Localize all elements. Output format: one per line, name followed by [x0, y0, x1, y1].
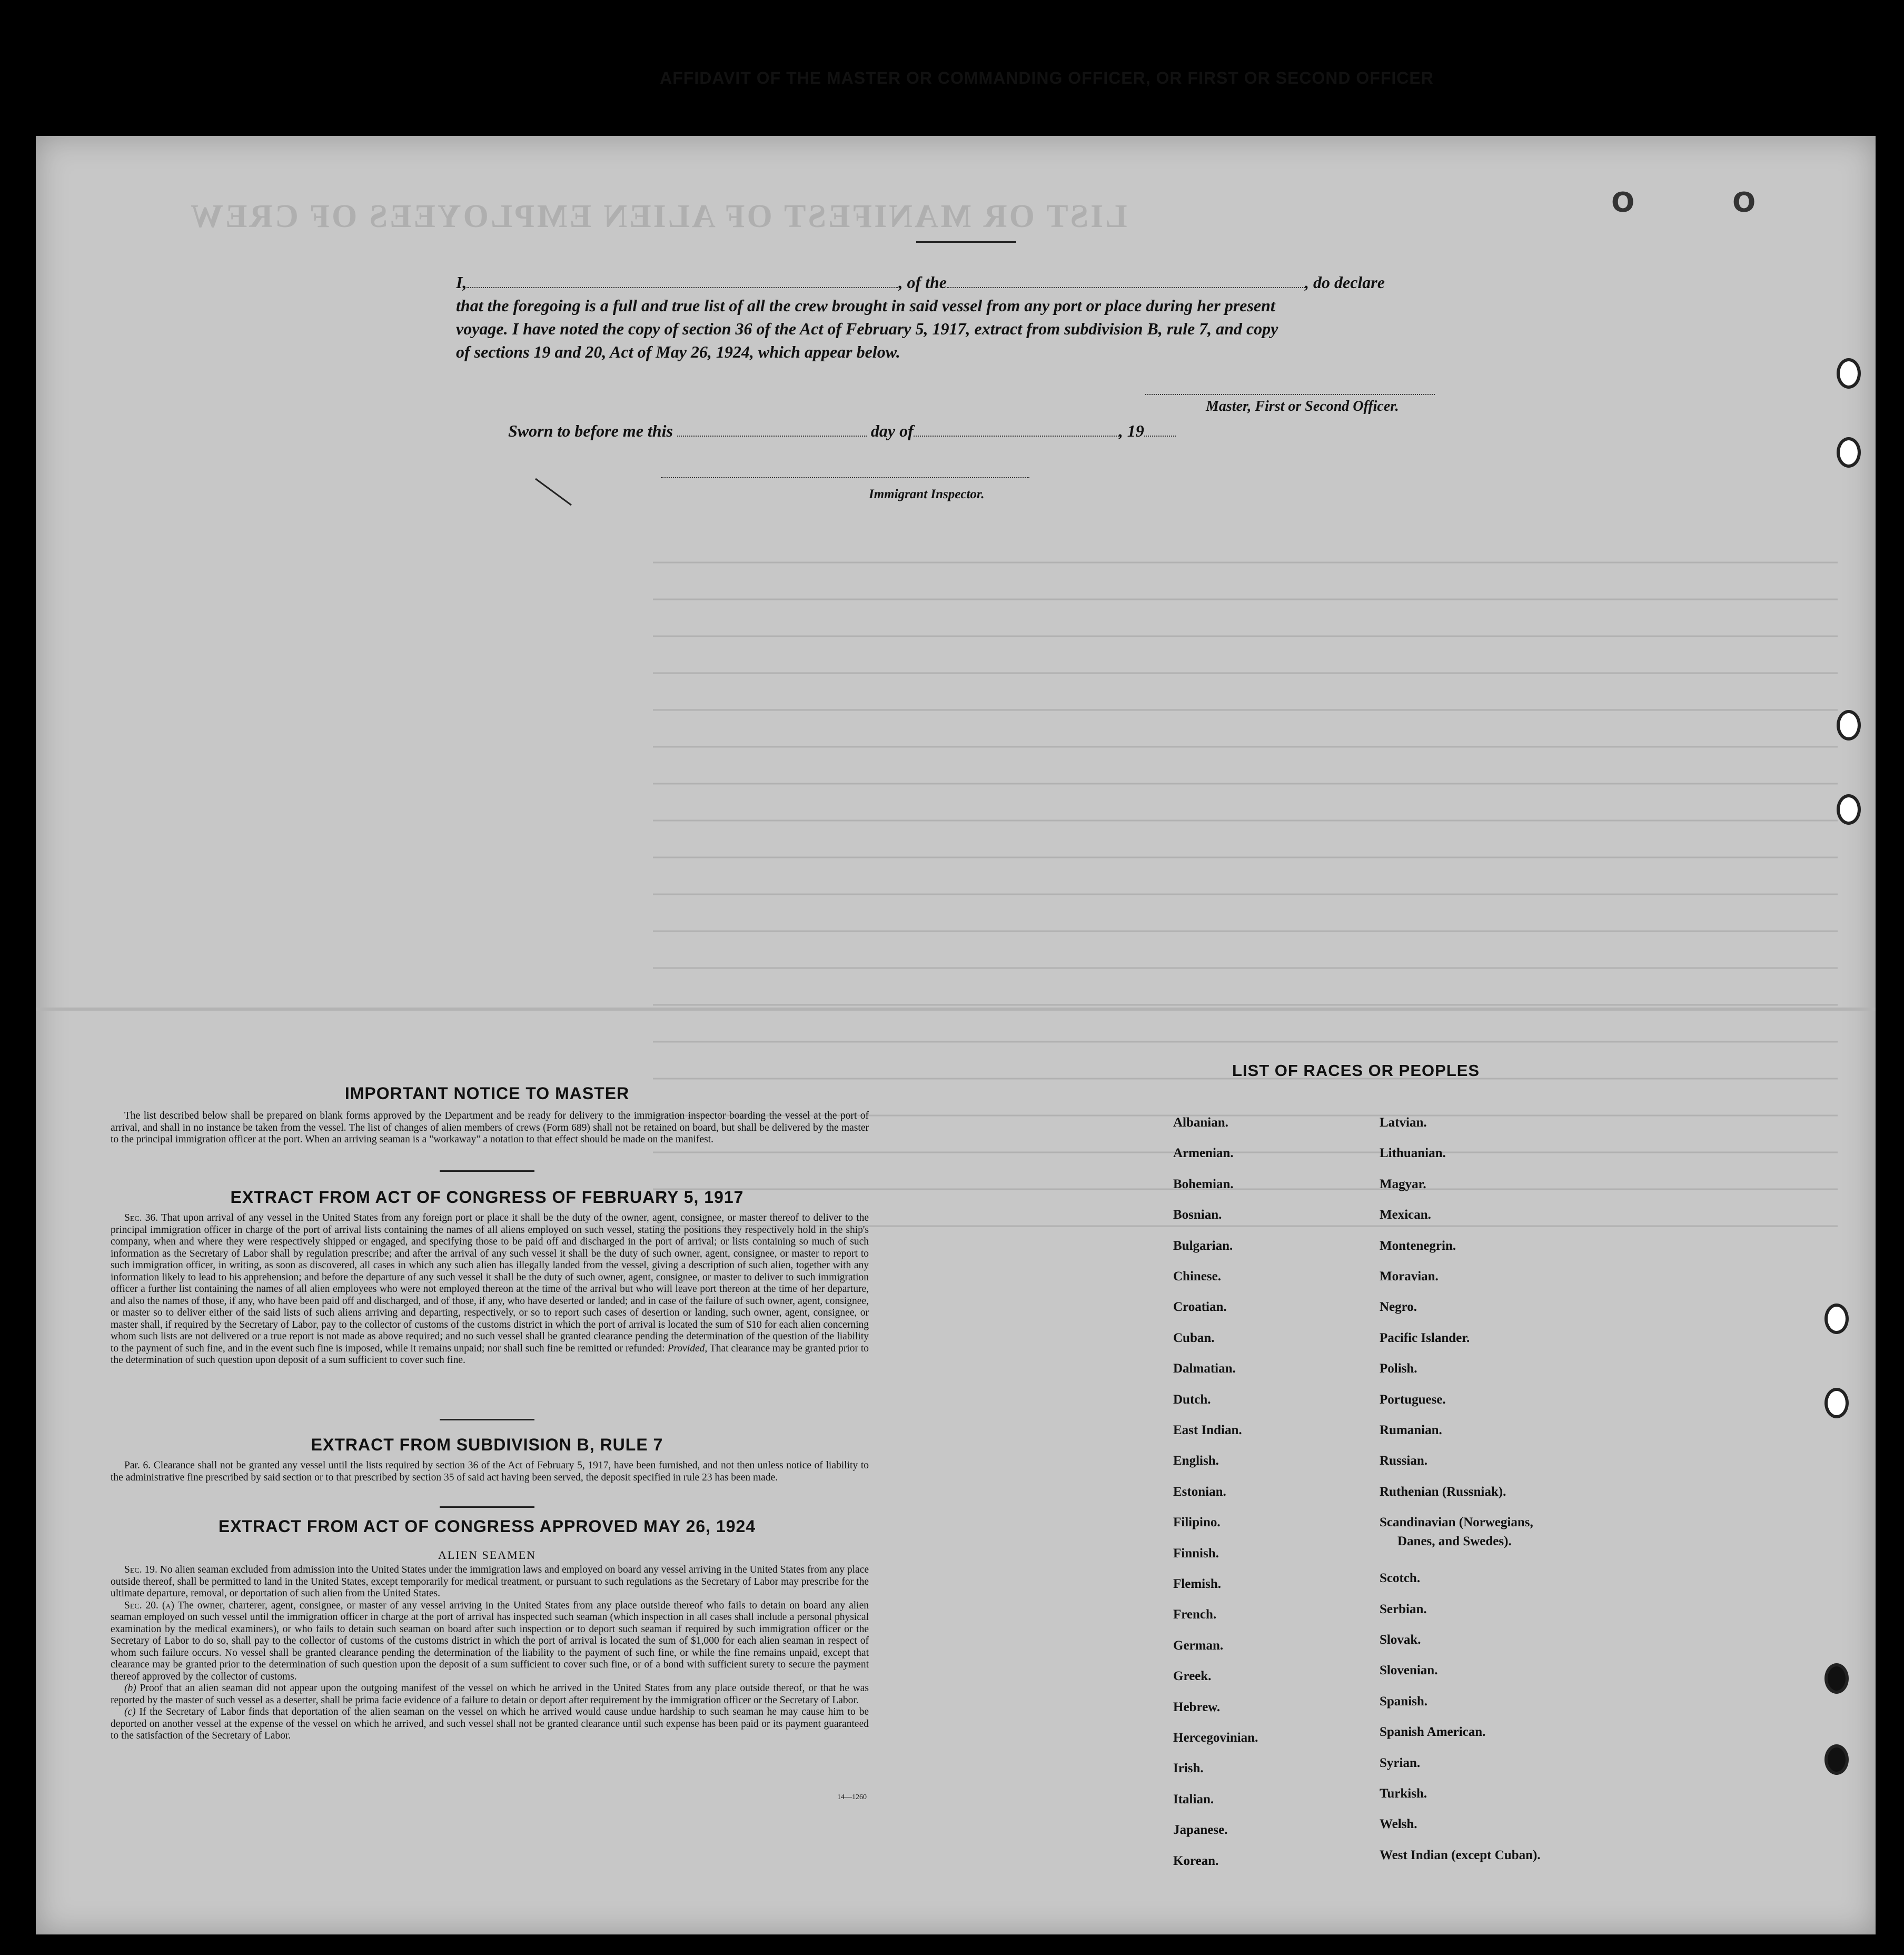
race-item: Montenegrin. — [1380, 1238, 1456, 1253]
declarant-name-field[interactable] — [467, 273, 898, 288]
race-item: Slovenian. — [1380, 1663, 1438, 1678]
circled-c-mark: O — [1611, 187, 1635, 219]
act-1924-title: EXTRACT FROM ACT OF CONGRESS APPROVED MAY 26, 1924 — [218, 1517, 756, 1536]
race-item: Turkish. — [1380, 1786, 1427, 1801]
race-item: Cuban. — [1173, 1330, 1215, 1345]
section-20c-label: (c) — [124, 1706, 136, 1717]
section-20a-label: Sec. 20. (a) — [124, 1599, 174, 1611]
race-item: Japanese. — [1173, 1823, 1228, 1838]
race-item: Rumanian. — [1380, 1423, 1442, 1437]
master-signature-field[interactable] — [1145, 380, 1435, 395]
proviso-label: Provided, — [667, 1342, 708, 1354]
race-item: French. — [1173, 1607, 1217, 1622]
race-item: Portuguese. — [1380, 1392, 1446, 1407]
race-item: Dutch. — [1173, 1392, 1211, 1407]
section-divider — [440, 1419, 534, 1420]
declarant-prefix: I, — [456, 273, 467, 292]
race-item: Albanian. — [1173, 1115, 1228, 1130]
section-36-paragraph — [111, 1212, 869, 1367]
notice-title: IMPORTANT NOTICE TO MASTER — [344, 1084, 630, 1103]
rule-7-title: EXTRACT FROM SUBDIVISION B, RULE 7 — [311, 1435, 663, 1454]
vessel-name-field[interactable] — [947, 273, 1305, 288]
race-item: Bohemian. — [1173, 1177, 1234, 1191]
section-36-label: Sec. 36. — [124, 1212, 158, 1223]
race-item: Lithuanian. — [1380, 1146, 1446, 1161]
race-item: Moravian. — [1380, 1269, 1439, 1283]
race-item: Finnish. — [1173, 1546, 1219, 1561]
race-item: English. — [1173, 1454, 1219, 1468]
race-item: Spanish. — [1380, 1694, 1428, 1709]
race-item: Italian. — [1173, 1792, 1214, 1806]
race-item: Danes, and Swedes). — [1397, 1534, 1512, 1549]
race-item: Spanish American. — [1380, 1725, 1486, 1740]
act-1917-text — [111, 1212, 869, 1367]
race-item: Armenian. — [1173, 1146, 1234, 1161]
declaration-text-line: that the foregoing is a full and true list of all the crew brought in said vessel from any port or place during her present — [456, 296, 1275, 315]
punch-hole — [1837, 358, 1861, 389]
sworn-year-field[interactable] — [1144, 422, 1176, 437]
section-36-text: That upon arrival of any vessel in the United States from any foreign port or place it shall be the duty of the owner, agent, consignee, or master thereof to deliver to the principal immigration officer in charge of the port of arrival lists containing the names of all aliens employed on such vessel, stating the positions they respectively hold in the ship's company, when and where they were respectively shipped or engaged, and specifying those to be paid off and discharged in the port of arrival; or lists containing so much of such information as the Secretary of Labor shall by regulation prescribe; and after the arrival of any such vessel it shall be the duty of such owner, agent, consignee, or master to report to such immigration officer, in writing, as soon as discovered, all cases in which any such alien has illegally landed from the vessel, giving a description of such alien, together with any information likely to lead to his apprehension; and before the departure of any such vessel it shall be the duty of such owner, agent, consignee, or master to deliver to such immigration officer a further list containing the names of all alien employees who were not employed thereon at the time of the arrival but who will leave port thereon at the time of her departure, and also the names of those, if any, who have been paid off and discharged, and of those, if any, who have deserted or landed; and in case of the failure of such owner, agent, consignee, or master so to deliver either of the said lists of such aliens arriving and departing, respectively, or so to report such cases of desertion or landing, such owner, agent, consignee, or master shall, if required by the Secretary of Labor, pay to the collector of customs of the customs district in which the port of arrival is located the sum of $10 for each alien concerning whom such lists are not delivered or a true report is not made as above required; and no such vessel shall be granted clearance pending the determination of the question of the liability to the payment of such fine, and in the event such fine is imposed, while it remains unpaid; nor shall such fine be remitted or refunded: — [111, 1212, 869, 1354]
race-item: Korean. — [1173, 1853, 1219, 1868]
punch-hole — [1824, 1663, 1849, 1694]
race-item: Hebrew. — [1173, 1700, 1221, 1714]
race-item: West Indian (except Cuban). — [1380, 1848, 1541, 1862]
act-1924-text — [111, 1564, 869, 1742]
section-20b-text: Proof that an alien seaman did not appear upon the outgoing manifest of the vessel on which he arrived in the United States from any place outside thereof, or that he was reported by the master of such vessel as a deserter, shall be prima facie evidence of a failure to detain or deport after requirement by the immigration officer or the Secretary of Labor. — [111, 1683, 869, 1706]
race-item: Negro. — [1380, 1300, 1417, 1315]
race-item: Bulgarian. — [1173, 1238, 1233, 1253]
race-item: Scandinavian (Norwegians, — [1380, 1515, 1533, 1530]
bleed-through-heading: LIST OR MANIFEST OF ALIEN EMPLOYEES OF CREW — [189, 199, 1127, 234]
inspector-signature-field[interactable] — [661, 463, 1029, 478]
affidavit-title: AFFIDAVIT OF THE MASTER OR COMMANDING OFFICER, OR FIRST OR SECOND OFFICER — [660, 68, 1434, 87]
section-20b-label: (b) — [124, 1683, 136, 1694]
race-item: Irish. — [1173, 1761, 1204, 1776]
race-item: Hercegovinian. — [1173, 1731, 1258, 1745]
races-title: LIST OF RACES OR PEOPLES — [1232, 1061, 1480, 1080]
section-19-paragraph — [111, 1564, 869, 1600]
section-divider — [440, 1506, 534, 1508]
sworn-month-field[interactable] — [914, 422, 1119, 437]
punch-hole — [1824, 1304, 1849, 1334]
pen-stroke-mark — [534, 477, 577, 508]
race-item: East Indian. — [1173, 1423, 1242, 1437]
day-of-label: day of — [870, 421, 914, 440]
year-label: , 19 — [1118, 421, 1144, 440]
punch-hole — [1824, 1744, 1849, 1775]
race-item: Polish. — [1380, 1361, 1417, 1376]
race-item: Ruthenian (Russniak). — [1380, 1484, 1506, 1499]
race-item: Greek. — [1173, 1669, 1212, 1684]
race-item: Pacific Islander. — [1380, 1330, 1470, 1345]
punch-hole — [1837, 710, 1861, 740]
declaration-text-line: of sections 19 and 20, Act of May 26, 1924, which appear below. — [456, 342, 900, 361]
sworn-day-field[interactable] — [677, 422, 867, 437]
race-item: Dalmatian. — [1173, 1361, 1236, 1376]
race-item: German. — [1173, 1638, 1224, 1653]
section-20c-paragraph — [111, 1706, 869, 1742]
punch-hole — [1837, 437, 1861, 468]
do-declare-label: , do declare — [1305, 273, 1385, 292]
section-19-label: Sec. 19. — [124, 1564, 157, 1575]
alien-seamen-subtitle: ALIEN SEAMEN — [438, 1548, 536, 1562]
race-item: Flemish. — [1173, 1577, 1221, 1591]
race-item: Chinese. — [1173, 1269, 1221, 1283]
circled-d-mark: O — [1732, 187, 1756, 219]
notice-paragraph: The list described below shall be prepared on blank forms approved by the Department and be ready for delivery to the immigration inspector boarding the vessel at the port of arrival, and shall in no instance be taken from the vessel. The list of changes of alien members of crews (Form 689) shall not be retained on board, but shall be delivered by the master to the principal immigration officer at the port. When an arriving seaman is a "workaway" a notation to that effect should be made on the manifest. — [111, 1110, 869, 1145]
rule-7-paragraph: Par. 6. Clearance shall not be granted any vessel until the lists required by section 36 of the Act of February 5, 1917, have been furnished, and not then unless notice of liability to the administrative fine prescribed by said section or to that prescribed by section 35 of said act having been served, the deposit specified in rule 23 has been made. — [111, 1460, 869, 1483]
race-item: Syrian. — [1380, 1755, 1421, 1770]
declaration-text-line: voyage. I have noted the copy of section 36 of the Act of February 5, 1917, extract from subdivision B, rule 7, and copy — [456, 319, 1278, 338]
act-1917-title: EXTRACT FROM ACT OF CONGRESS OF FEBRUARY 5, 1917 — [230, 1188, 744, 1207]
race-item: Slovak. — [1380, 1633, 1421, 1647]
of-the-label: , of the — [898, 273, 947, 292]
race-item: Serbian. — [1380, 1602, 1427, 1616]
declaration-line — [456, 273, 1385, 292]
race-item: Estonian. — [1173, 1484, 1226, 1499]
section-divider — [440, 1170, 534, 1172]
section-19-text: No alien seaman excluded from admission into the United States under the immigration laws and employed on board any vessel arriving in the United States from any place outside thereof, shall be permitted to land in the United States, except temporarily for medical treatment, or pursuant to such regulations as the Secretary of Labor may prescribe for the ultimate departure, removal, or deportation of such alien from the United States. — [111, 1564, 869, 1599]
race-item: Mexican. — [1380, 1208, 1431, 1222]
punch-hole — [1824, 1388, 1849, 1418]
race-item: Croatian. — [1173, 1300, 1227, 1315]
race-item: Latvian. — [1380, 1115, 1427, 1130]
race-item: Filipino. — [1173, 1515, 1221, 1530]
race-item: Russian. — [1380, 1454, 1428, 1468]
sworn-line — [508, 421, 1176, 441]
proviso-text: That clearance may be granted prior to the determination of such question upon deposit of a sum sufficient to cover such fine. — [111, 1342, 869, 1366]
form-number: 14—1260 — [837, 1793, 867, 1801]
race-item: Scotch. — [1380, 1571, 1421, 1586]
section-20a-text: The owner, charterer, agent, consignee, or master of any vessel arriving in the United States from any place outside thereof who fails to detain on board any alien seaman employed on such vessel until the immigration officer in charge at the port of arrival has inspected such seaman (which inspection in all cases shall include a personal physical examination by the medical examiners), or who fails to detain such seaman on board after such inspection or to deport such seaman if required by such immigration officer or the Secretary of Labor to do so, shall pay to the collector of customs of the customs district in which the port of arrival is located the sum of $1,000 for each alien seaman in respect of whom such failure occurs. No vessel shall be granted clearance pending the determination of the liability to the payment of such fine, or while the fine remains unpaid, except that clearance may be granted prior to the determination of such question upon the deposit of a sum sufficient to cover such fine, or of a bond with sufficient surety to secure the payment thereof approved by the collector of customs. — [111, 1599, 869, 1682]
race-item: Magyar. — [1380, 1177, 1426, 1191]
section-20c-text: If the Secretary of Labor finds that deportation of the alien seaman on the vessel on which he arrived would cause undue hardship to such seaman he may cause him to be deported on another vessel at the expense of the vessel on which he arrived, and such vessel shall not be granted clearance until such expense has been paid or its payment guaranteed to the satisfaction of the Secretary of Labor. — [111, 1706, 869, 1741]
sworn-prefix: Sworn to before me this — [508, 421, 673, 440]
notice-text — [111, 1110, 869, 1146]
race-item: Welsh. — [1380, 1817, 1417, 1832]
race-item: Bosnian. — [1173, 1208, 1222, 1222]
master-signature-label: Master, First or Second Officer. — [1206, 398, 1399, 414]
title-underline — [916, 241, 1016, 243]
section-20a-paragraph — [111, 1600, 869, 1683]
section-20b-paragraph — [111, 1683, 869, 1706]
inspector-signature-label: Immigrant Inspector. — [869, 487, 985, 501]
rule-7-text — [111, 1460, 869, 1484]
punch-hole — [1837, 794, 1861, 825]
